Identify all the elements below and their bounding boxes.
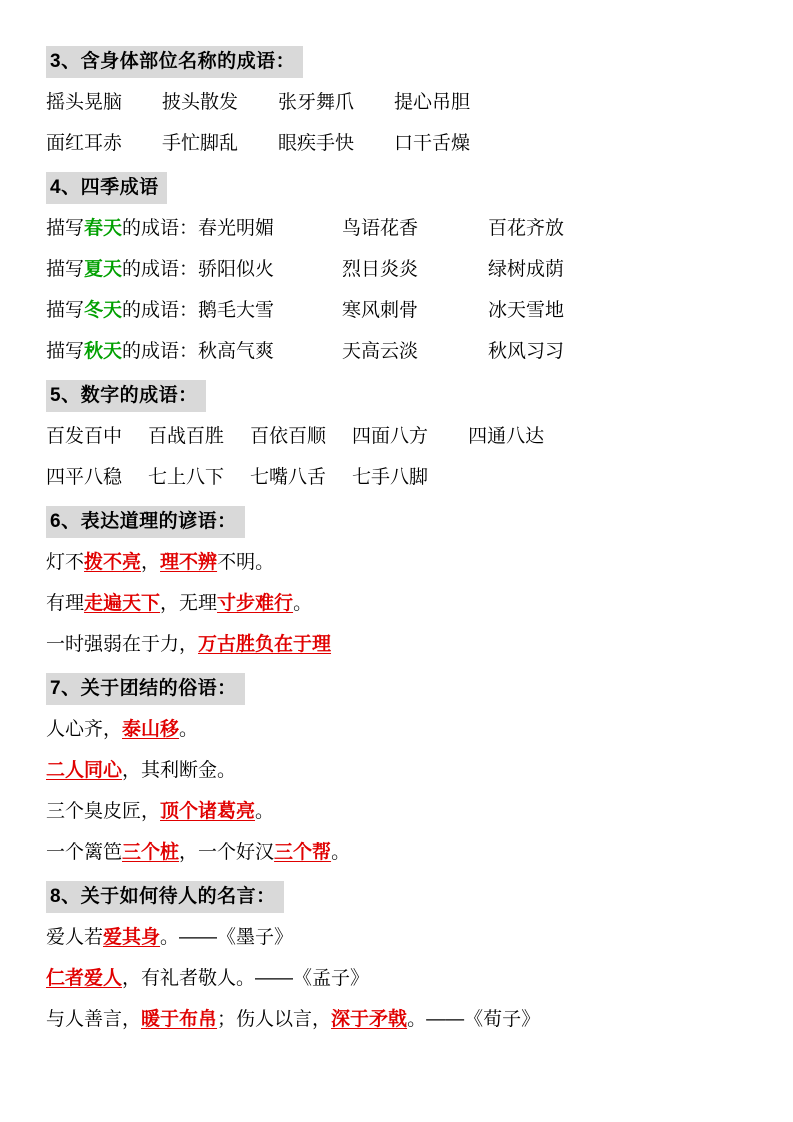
idiom-item: 寒风刺骨: [342, 300, 419, 321]
idiom-item: 烈日炎炎: [342, 259, 419, 280]
text-fragment: 人心齐，: [46, 719, 123, 740]
quote-line: [46, 958, 747, 999]
quote-line: [46, 999, 747, 1040]
text-fragment: 。: [255, 801, 275, 822]
idiom-row: [46, 416, 747, 457]
idiom-item: 冰天雪地: [488, 300, 565, 321]
season-suffix: 的成语：: [122, 218, 199, 239]
text-fragment: 。: [179, 719, 199, 740]
idiom-item: 手忙脚乱: [162, 133, 239, 154]
idiom-item: 绿树成荫: [488, 259, 565, 280]
section-unity-sayings: [46, 667, 747, 873]
text-fragment: 。——《墨子》: [160, 927, 294, 948]
season-name: 秋天: [84, 341, 123, 362]
section-treating-others-quotes: [46, 875, 747, 1040]
section-heading: 7、关于团结的俗语：: [46, 673, 245, 705]
section-reason-proverbs: [46, 500, 747, 665]
season-prefix: 描写: [46, 300, 85, 321]
proverb-line: [46, 542, 747, 583]
text-fragment: ，一个好汉: [179, 842, 275, 863]
highlight-fragment: 万古胜负在于理: [198, 634, 332, 655]
section-number-idioms: [46, 374, 747, 498]
idiom-item: 提心吊胆: [394, 92, 471, 113]
idiom-item: 鸟语花香: [342, 218, 419, 239]
idiom-item: 百战百胜: [148, 426, 225, 447]
idiom-item: 天高云淡: [342, 341, 419, 362]
idiom-item: 百花齐放: [488, 218, 565, 239]
proverb-line: [46, 583, 747, 624]
season-name: 春天: [84, 218, 123, 239]
saying-line: [46, 709, 747, 750]
highlight-fragment: 仁者爱人: [46, 968, 123, 989]
text-fragment: 爱人若: [46, 927, 104, 948]
section-heading: 4、四季成语: [46, 172, 167, 204]
text-fragment: 一个篱笆: [46, 842, 123, 863]
text-fragment: 与人善言，: [46, 1009, 142, 1030]
highlight-fragment: 走遍天下: [84, 593, 161, 614]
idiom-item: 七上八下: [148, 467, 225, 488]
saying-line: [46, 832, 747, 873]
text-fragment: 一时强弱在于力，: [46, 634, 199, 655]
season-row: [46, 249, 747, 290]
section-heading: 3、含身体部位名称的成语：: [46, 46, 303, 78]
highlight-fragment: 泰山移: [122, 719, 180, 740]
text-fragment: 不明。: [217, 552, 275, 573]
season-prefix: 描写: [46, 341, 85, 362]
idiom-item: 百发百中: [46, 426, 123, 447]
idiom-item: 摇头晃脑: [46, 92, 123, 113]
text-fragment: ，有礼者敬人。——《孟子》: [122, 968, 370, 989]
text-fragment: 。: [293, 593, 313, 614]
highlight-fragment: 顶个诸葛亮: [160, 801, 256, 822]
text-fragment: 。: [331, 842, 351, 863]
idiom-item: 秋高气爽: [198, 341, 275, 362]
highlight-fragment: 深于矛戟: [331, 1009, 408, 1030]
section-season-idioms: [46, 166, 747, 372]
highlight-fragment: 二人同心: [46, 760, 123, 781]
highlight-fragment: 寸步难行: [217, 593, 294, 614]
highlight-fragment: 三个桩: [122, 842, 180, 863]
season-row: [46, 208, 747, 249]
highlight-fragment: 拨不亮: [84, 552, 142, 573]
text-fragment: ，无理: [160, 593, 218, 614]
saying-line: [46, 750, 747, 791]
highlight-fragment: 暖于布帛: [141, 1009, 218, 1030]
season-row: [46, 290, 747, 331]
text-fragment: 有理: [46, 593, 85, 614]
proverb-line: [46, 624, 747, 665]
text-fragment: ；伤人以言，: [217, 1009, 332, 1030]
section-body-part-idioms: [46, 40, 747, 164]
idiom-row: [46, 457, 747, 498]
idiom-item: 口干舌燥: [394, 133, 471, 154]
season-suffix: 的成语：: [122, 300, 199, 321]
idiom-item: 四平八稳: [46, 467, 123, 488]
section-heading: 8、关于如何待人的名言：: [46, 881, 284, 913]
quote-line: [46, 917, 747, 958]
idiom-item: 春光明媚: [198, 218, 275, 239]
idiom-item: 披头散发: [162, 92, 239, 113]
season-name: 冬天: [84, 300, 123, 321]
season-name: 夏天: [84, 259, 123, 280]
idiom-row: [46, 82, 747, 123]
highlight-fragment: 理不辨: [160, 552, 218, 573]
section-heading: 6、表达道理的谚语：: [46, 506, 245, 538]
highlight-fragment: 三个帮: [274, 842, 332, 863]
text-fragment: 灯不: [46, 552, 85, 573]
idiom-item: 张牙舞爪: [278, 92, 355, 113]
idiom-item: 面红耳赤: [46, 133, 123, 154]
season-prefix: 描写: [46, 218, 85, 239]
text-fragment: ，其利断金。: [122, 760, 237, 781]
idiom-item: 骄阳似火: [198, 259, 275, 280]
season-suffix: 的成语：: [122, 259, 199, 280]
idiom-item: 四通八达: [468, 426, 545, 447]
idiom-item: 七手八脚: [352, 467, 429, 488]
idiom-item: 百依百顺: [250, 426, 327, 447]
saying-line: [46, 791, 747, 832]
idiom-row: [46, 123, 747, 164]
highlight-fragment: 爱其身: [103, 927, 161, 948]
idiom-item: 鹅毛大雪: [198, 300, 275, 321]
section-heading: 5、数字的成语：: [46, 380, 206, 412]
text-fragment: 三个臭皮匠，: [46, 801, 161, 822]
text-fragment: ，: [141, 552, 161, 573]
season-row: [46, 331, 747, 372]
idiom-item: 秋风习习: [488, 341, 565, 362]
idiom-item: 四面八方: [352, 426, 429, 447]
season-prefix: 描写: [46, 259, 85, 280]
text-fragment: 。——《荀子》: [407, 1009, 541, 1030]
idiom-item: 七嘴八舌: [250, 467, 327, 488]
idiom-item: 眼疾手快: [278, 133, 355, 154]
season-suffix: 的成语：: [122, 341, 199, 362]
